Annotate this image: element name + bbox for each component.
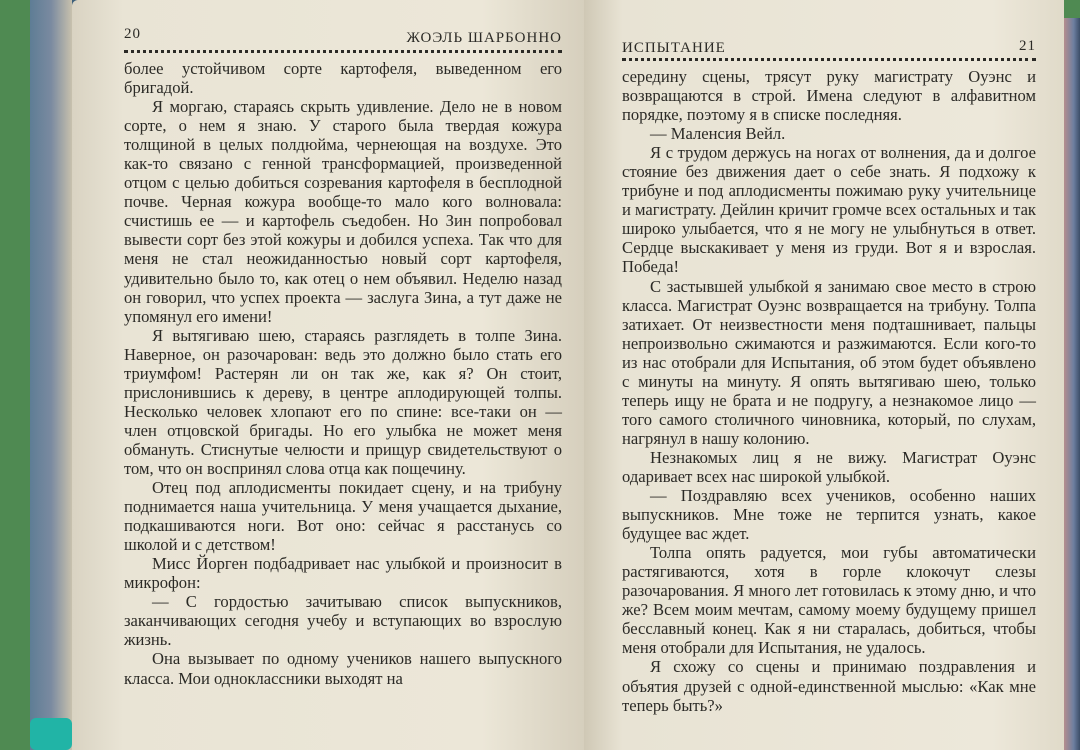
paragraph: Я моргаю, стараясь скрыть удивление. Дело не в новом сорте, о нем я знаю. У старого была твердая кожура толщиной в целых полдюйма, чернеющая на воздухе. Это как-то связано с генной трансформацией, произведенной отцом с целью добиться созревания картофеля в бесплодной почве. Черная кожура вообще-то мало кого волновала: счистишь ее — и картофель съедобен. Но Зин попробовал вывести сорт без этой кожуры и добился успеха. Так что для меня не стал неожиданностью новый сорт картофеля, удивительно было то, как отец о нем объявил. Неделю назад он говорил, что успех проекта — заслуга Зина, а тут даже не упомянул его имени!: [124, 97, 562, 326]
page-number-left: 20: [124, 26, 141, 42]
paragraph: Мисс Йорген подбадривает нас улыбкой и произносит в микрофон:: [124, 554, 562, 593]
running-head-author: ЖОЭЛЬ ШАРБОННО: [406, 30, 562, 46]
paragraph: — С гордостью зачитываю список выпускников, заканчивающих сегодня учебу и вступающих во взрослую жизнь.: [124, 592, 562, 650]
paragraph: — Поздравляю всех учеников, особенно наших выпускников. Мне тоже не терпится узнать, какое будущее вас ждет.: [622, 486, 1036, 544]
paragraph: С застывшей улыбкой я занимаю свое место в строю класса. Магистрат Оуэнс возвращается на трибуну. Толпа затихает. От неизвестности меня подташнивает, пальцы непроизвольно сжимаются и разжимаются. Если кого-то из нас отобрали для Испытания, об этом будет объявлено с минуты на минуту. Я опять вытягиваю шею, только теперь ищу не брата и не подругу, а незнакомое лицо — того самого столичного чиновника, который, по слухам, нагрянул в нашу колонию.: [622, 276, 1036, 448]
paragraph: Незнакомых лиц я не вижу. Магистрат Оуэнс одаривает всех нас широкой улыбкой.: [622, 447, 1036, 486]
right-page-header: [622, 20, 1036, 61]
paragraph: Я схожу со сцены и принимаю поздравления и объятия друзей с одной-единственной мыслью: «Как мне теперь быть?»: [622, 657, 1036, 715]
paragraph: Я вытягиваю шею, стараясь разглядеть в толпе Зина. Наверное, он разочарован: ведь это должно было стать его триумфом! Растерян ли он так же, как я? Он стоит, прислонившись к дереву, в центре аплодирующей толпы. Несколько человек хлопают его по спине: все-таки он — член отцовской бригады. Но его улыбка не может меня обмануть. Стиснутые челюсти и прищур свидетельствуют о том, что он воспринял слова отца как пощечину.: [124, 325, 562, 478]
right-page-text: [622, 67, 1036, 715]
paragraph: Я с трудом держусь на ногах от волнения, да и долгое стояние без движения дает о себе знать. Я подхожу к трибуне и под аплодисменты пожимаю руку учительнице и магистрату. Дейлин кричит громче всех остальных и так широко улыбается, что я не могу не улыбнуться в ответ. Сердце выскакивает у меня из груди. Вот я и взрослая. Победа!: [622, 143, 1036, 277]
right-page: [584, 0, 1064, 750]
running-head-title: ИСПЫТАНИЕ: [622, 40, 726, 56]
left-page-header: [124, 20, 562, 53]
left-page: [72, 0, 584, 750]
open-book: [30, 0, 1050, 750]
book-cover-edge-left: [30, 0, 72, 750]
paragraph: Толпа опять радуется, мои губы автоматически растягиваются, хотя в горле клокочут слезы разочарования. Я много лет готовилась к этому дню, и что же? Всем моим мечтам, самому моему будущему пришел бесславный конец. Как я ни старалась, добиться, чтобы меня отобрали для Испытания, не удалось.: [622, 543, 1036, 658]
teal-object: [30, 718, 72, 750]
paragraph: — Маленсия Вейл.: [650, 124, 786, 144]
paragraph: Отец под аплодисменты покидает сцену, и на трибуну поднимается наша учительница. У меня учащается дыхание, подкашиваются ноги. Вот оно: сейчас я расстанусь со школой и с детством!: [124, 478, 562, 555]
page-number-right: 21: [1019, 38, 1036, 54]
book-cover-edge-right: [1064, 18, 1080, 750]
paragraph: середину сцены, трясут руку магистрату Оуэнс и возвращаются в строй. Имена следуют в алфавитном порядке, поэтому я в списке последняя.: [622, 67, 1036, 125]
paragraph: Она вызывает по одному учеников нашего выпускного класса. Мои одноклассники выходят на: [124, 649, 562, 688]
left-page-text: [124, 59, 562, 688]
paragraph: более устойчивом сорте картофеля, выведенном его бригадой.: [124, 59, 562, 98]
